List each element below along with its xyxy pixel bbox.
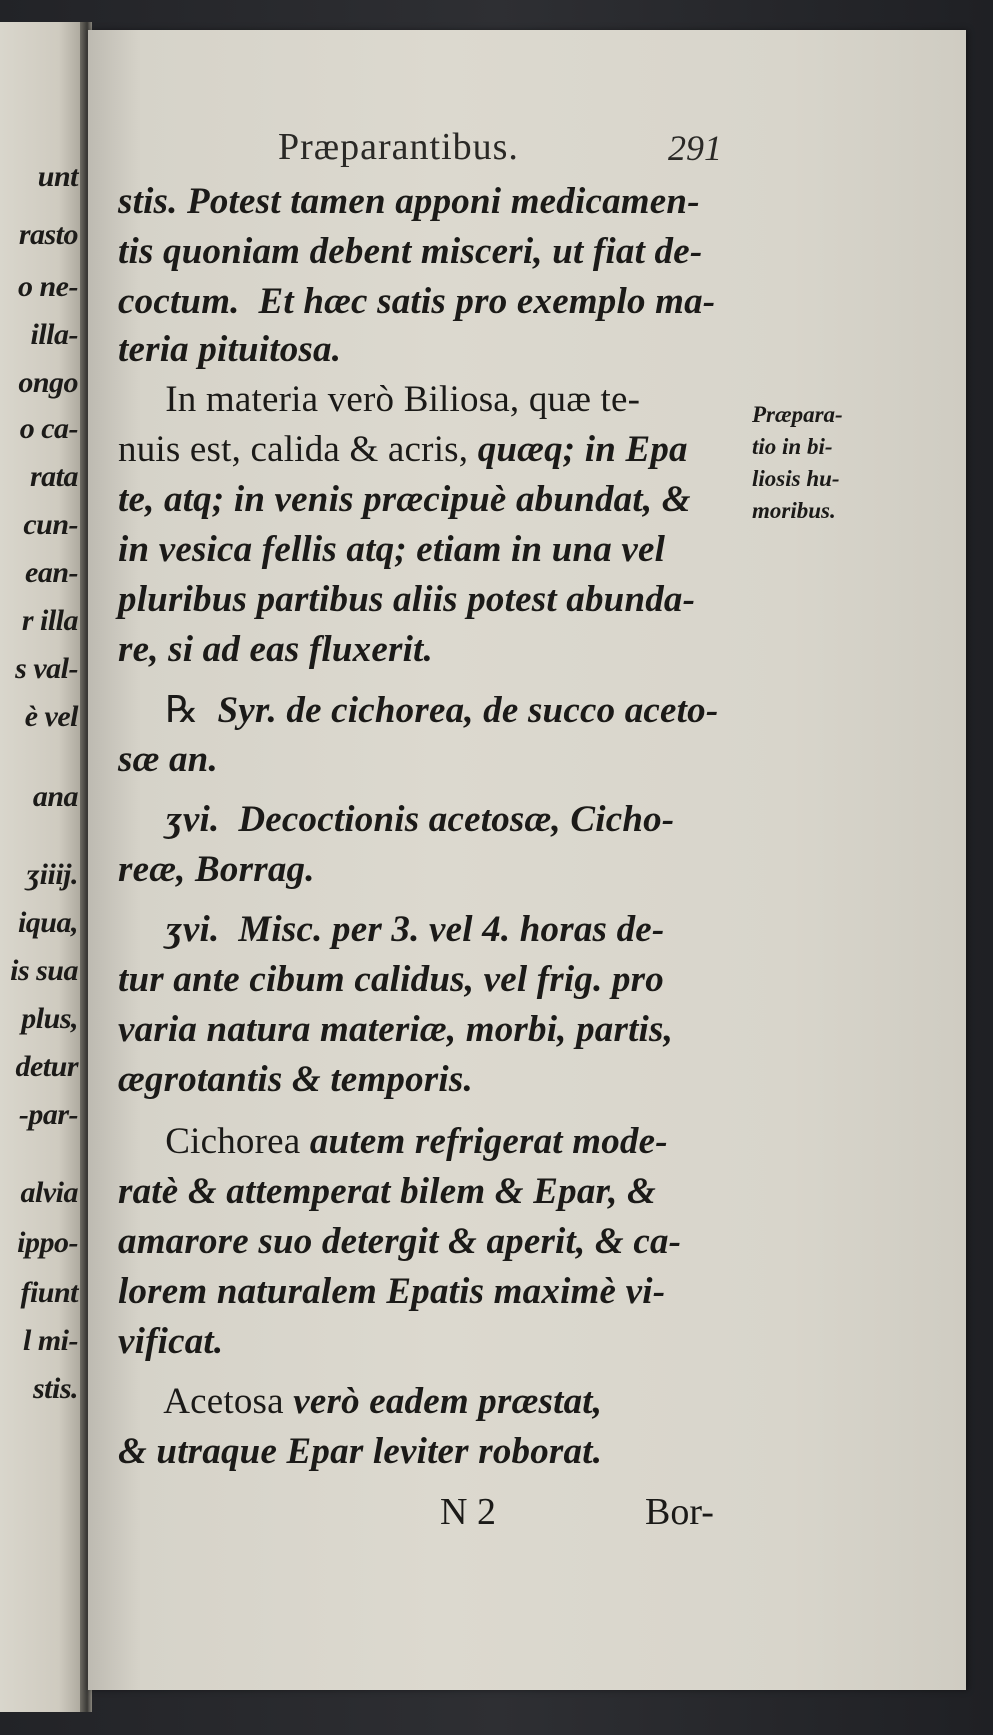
left-margin-fragment: alvia bbox=[20, 1176, 78, 1209]
left-margin-fragment: stis. bbox=[32, 1372, 78, 1405]
text-line bbox=[118, 1320, 223, 1363]
marginal-note-line: moribus. bbox=[752, 498, 836, 523]
left-margin-fragment: s val- bbox=[15, 652, 78, 685]
left-margin-fragment: cun- bbox=[23, 508, 78, 541]
text-line bbox=[118, 958, 664, 1001]
italic-run: lorem naturalem Epatis maximè vi- bbox=[118, 1271, 666, 1312]
signature-mark: N 2 bbox=[440, 1491, 496, 1533]
left-margin-fragment: ongo bbox=[18, 366, 78, 399]
italic-run: stis. Potest tamen apponi medicamen- bbox=[118, 181, 700, 222]
italic-run: ratè & attemperat bilem & Epar, & bbox=[118, 1171, 656, 1212]
roman-run: Cichorea bbox=[118, 1121, 310, 1162]
text-line bbox=[118, 628, 433, 671]
roman-run: nuis est, calida & acris, bbox=[118, 429, 478, 470]
roman-run: In materia verò Biliosa, quæ te- bbox=[118, 379, 641, 420]
italic-run: amarore suo detergit & aperit, & ca- bbox=[118, 1221, 682, 1262]
left-margin-fragment: ʒiiij. bbox=[26, 858, 78, 891]
text-line bbox=[118, 280, 715, 323]
text-line bbox=[118, 1170, 656, 1213]
text-line bbox=[118, 908, 664, 951]
left-margin-fragment: o ca- bbox=[19, 412, 78, 445]
left-margin-fragment: plus, bbox=[21, 1002, 78, 1035]
text-line bbox=[118, 328, 341, 371]
roman-run bbox=[118, 799, 165, 840]
italic-run: coctum. Et hæc satis pro exemplo ma- bbox=[118, 281, 716, 322]
text-line bbox=[118, 1120, 668, 1163]
roman-run bbox=[118, 909, 165, 950]
italic-run: teria pituitosa. bbox=[118, 329, 342, 370]
left-margin-fragment: illa- bbox=[30, 318, 78, 351]
italic-run: pluribus partibus aliis potest abunda- bbox=[118, 579, 696, 620]
italic-run: tur ante cibum calidus, vel frig. pro bbox=[118, 959, 664, 1000]
text-line bbox=[118, 528, 665, 571]
left-margin-fragment: ana bbox=[32, 780, 78, 813]
italic-run: in vesica fellis atq; etiam in una vel bbox=[118, 529, 666, 570]
italic-run: tis quoniam debent misceri, ut fiat de- bbox=[118, 231, 703, 272]
text-line bbox=[118, 378, 640, 421]
text-line bbox=[118, 1058, 473, 1101]
text-line bbox=[118, 688, 718, 732]
text-line bbox=[118, 1220, 681, 1263]
left-margin-fragment: detur bbox=[15, 1050, 78, 1083]
text-line bbox=[118, 798, 674, 841]
left-page-edge bbox=[0, 22, 84, 1712]
text-line bbox=[118, 1270, 665, 1313]
marginal-note-line: liosis hu- bbox=[752, 466, 840, 491]
italic-run: vificat. bbox=[118, 1321, 224, 1362]
text-line bbox=[118, 1430, 602, 1473]
left-margin-fragment: rata bbox=[29, 460, 78, 493]
left-margin-fragment: ippo- bbox=[17, 1226, 78, 1259]
left-margin-fragment: is sua bbox=[10, 954, 78, 987]
text-line bbox=[118, 230, 702, 273]
text-line bbox=[118, 848, 315, 891]
running-title: Præparantibus. bbox=[278, 126, 519, 168]
text-line bbox=[118, 428, 688, 471]
italic-run: & utraque Epar leviter roborat. bbox=[118, 1431, 603, 1472]
text-line bbox=[118, 1380, 602, 1423]
left-margin-fragment: -par- bbox=[18, 1098, 78, 1131]
italic-run: te, atq; in venis præcipuè abundat, & bbox=[118, 479, 691, 520]
italic-run: re, si ad eas fluxerit. bbox=[118, 629, 433, 670]
left-margin-fragment: rasto bbox=[18, 218, 78, 251]
left-margin-fragment: fiunt bbox=[20, 1276, 78, 1309]
text-line bbox=[118, 478, 691, 521]
left-margin-fragment: è vel bbox=[24, 700, 78, 733]
text-line bbox=[118, 1008, 673, 1051]
marginal-note-line: tio in bi- bbox=[752, 434, 833, 459]
italic-run: Syr. de cichorea, de succo aceto- bbox=[217, 690, 719, 731]
italic-run: verò eadem præstat, bbox=[293, 1381, 603, 1422]
italic-run: ʒvi. Decoctionis acetosæ, Cicho- bbox=[165, 799, 675, 840]
page-number: 291 bbox=[668, 128, 722, 168]
text-line bbox=[118, 180, 700, 223]
italic-run: ʒvi. Misc. per 3. vel 4. horas de- bbox=[165, 909, 665, 950]
left-margin-fragment: ean- bbox=[25, 556, 78, 589]
italic-run: quæq; in Epa bbox=[477, 429, 688, 470]
italic-run: autem refrigerat mode- bbox=[309, 1121, 668, 1162]
left-margin-fragment: unt bbox=[37, 160, 78, 193]
italic-run: varia natura materiæ, morbi, partis, bbox=[118, 1009, 674, 1050]
left-margin-fragment: iqua, bbox=[17, 906, 78, 939]
italic-run: ægrotantis & temporis. bbox=[118, 1059, 473, 1100]
text-line bbox=[118, 738, 218, 781]
italic-run: reæ, Borrag. bbox=[118, 849, 315, 890]
left-margin-fragment: r illa bbox=[21, 604, 78, 637]
roman-run: Acetosa bbox=[118, 1381, 294, 1422]
italic-run: sæ an. bbox=[118, 739, 218, 780]
left-margin-fragment: l mi- bbox=[23, 1324, 78, 1357]
marginal-note-line: Præpara- bbox=[752, 402, 843, 427]
left-margin-fragment: o ne- bbox=[18, 270, 78, 303]
roman-run: ℞ bbox=[118, 690, 218, 731]
running-head bbox=[0, 125, 993, 175]
text-line bbox=[118, 578, 695, 621]
catchword: Bor- bbox=[645, 1491, 714, 1533]
